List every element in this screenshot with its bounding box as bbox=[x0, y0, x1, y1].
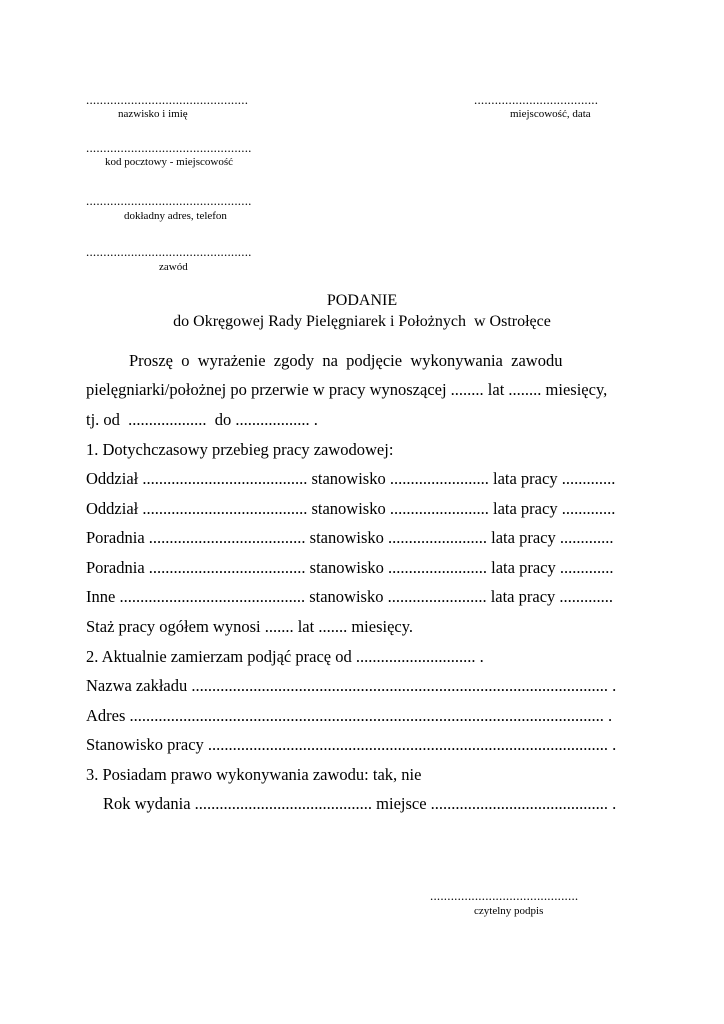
section-2-heading: 2. Aktualnie zamierzam podjąć pracę od ............................. . bbox=[86, 647, 484, 666]
signature-dots: ........................................... bbox=[430, 888, 579, 903]
name-dots: ............................................... bbox=[86, 92, 249, 107]
name-label: nazwisko i imię bbox=[118, 108, 188, 120]
seniority-line: Staż pracy ogółem wynosi ....... lat ....... miesięcy. bbox=[86, 617, 414, 636]
work-history-row: Poradnia ...................................... stanowisko ........................ lata pracy ............. bbox=[86, 558, 614, 577]
work-history-row: Inne ............................................. stanowisko ........................ lata pracy ............. bbox=[86, 587, 614, 606]
page-subtitle: do Okręgowej Rady Pielęgniarek i Położnych w Ostrołęce bbox=[173, 313, 551, 330]
workplace-name-line: Nazwa zakładu ..................................................................................................... . bbox=[86, 676, 617, 695]
page-title: PODANIE bbox=[326, 292, 398, 309]
postal-label: kod pocztowy - miejscowość bbox=[105, 156, 233, 168]
signature-label: czytelny podpis bbox=[474, 905, 544, 917]
workplace-address-line: Adres ................................................................................................................... . bbox=[86, 706, 613, 725]
work-history-row: Oddział ........................................ stanowisko ........................ lata pracy ............. bbox=[86, 469, 616, 488]
section-1-heading: 1. Dotychczasowy przebieg pracy zawodowej: bbox=[86, 440, 394, 459]
place-date-label: miejscowość, data bbox=[510, 108, 591, 120]
paragraph-line-3: tj. od ................... do .................. . bbox=[86, 410, 318, 429]
section-3-heading: 3. Posiadam prawo wykonywania zawodu: tak, nie bbox=[86, 765, 422, 784]
paragraph-line-1: Proszę o wyrażenie zgody na podjęcie wykonywania zawodu bbox=[129, 351, 563, 370]
address-dots: ................................................ bbox=[86, 193, 252, 208]
place-date-dots: .................................... bbox=[474, 92, 599, 107]
profession-label: zawód bbox=[159, 261, 188, 273]
work-history-row: Poradnia ...................................... stanowisko ........................ lata pracy ............. bbox=[86, 528, 614, 547]
address-label: dokładny adres, telefon bbox=[124, 210, 227, 222]
position-line: Stanowisko pracy ................................................................................................. . bbox=[86, 735, 617, 754]
license-issue-line: Rok wydania ........................................... miejsce ........................................... . bbox=[103, 794, 617, 813]
profession-dots: ................................................ bbox=[86, 244, 252, 259]
postal-dots: ................................................ bbox=[86, 140, 252, 155]
work-history-row: Oddział ........................................ stanowisko ........................ lata pracy ............. bbox=[86, 499, 616, 518]
paragraph-line-2: pielęgniarki/położnej po przerwie w pracy wynoszącej ........ lat ........ miesięcy, bbox=[86, 380, 608, 399]
